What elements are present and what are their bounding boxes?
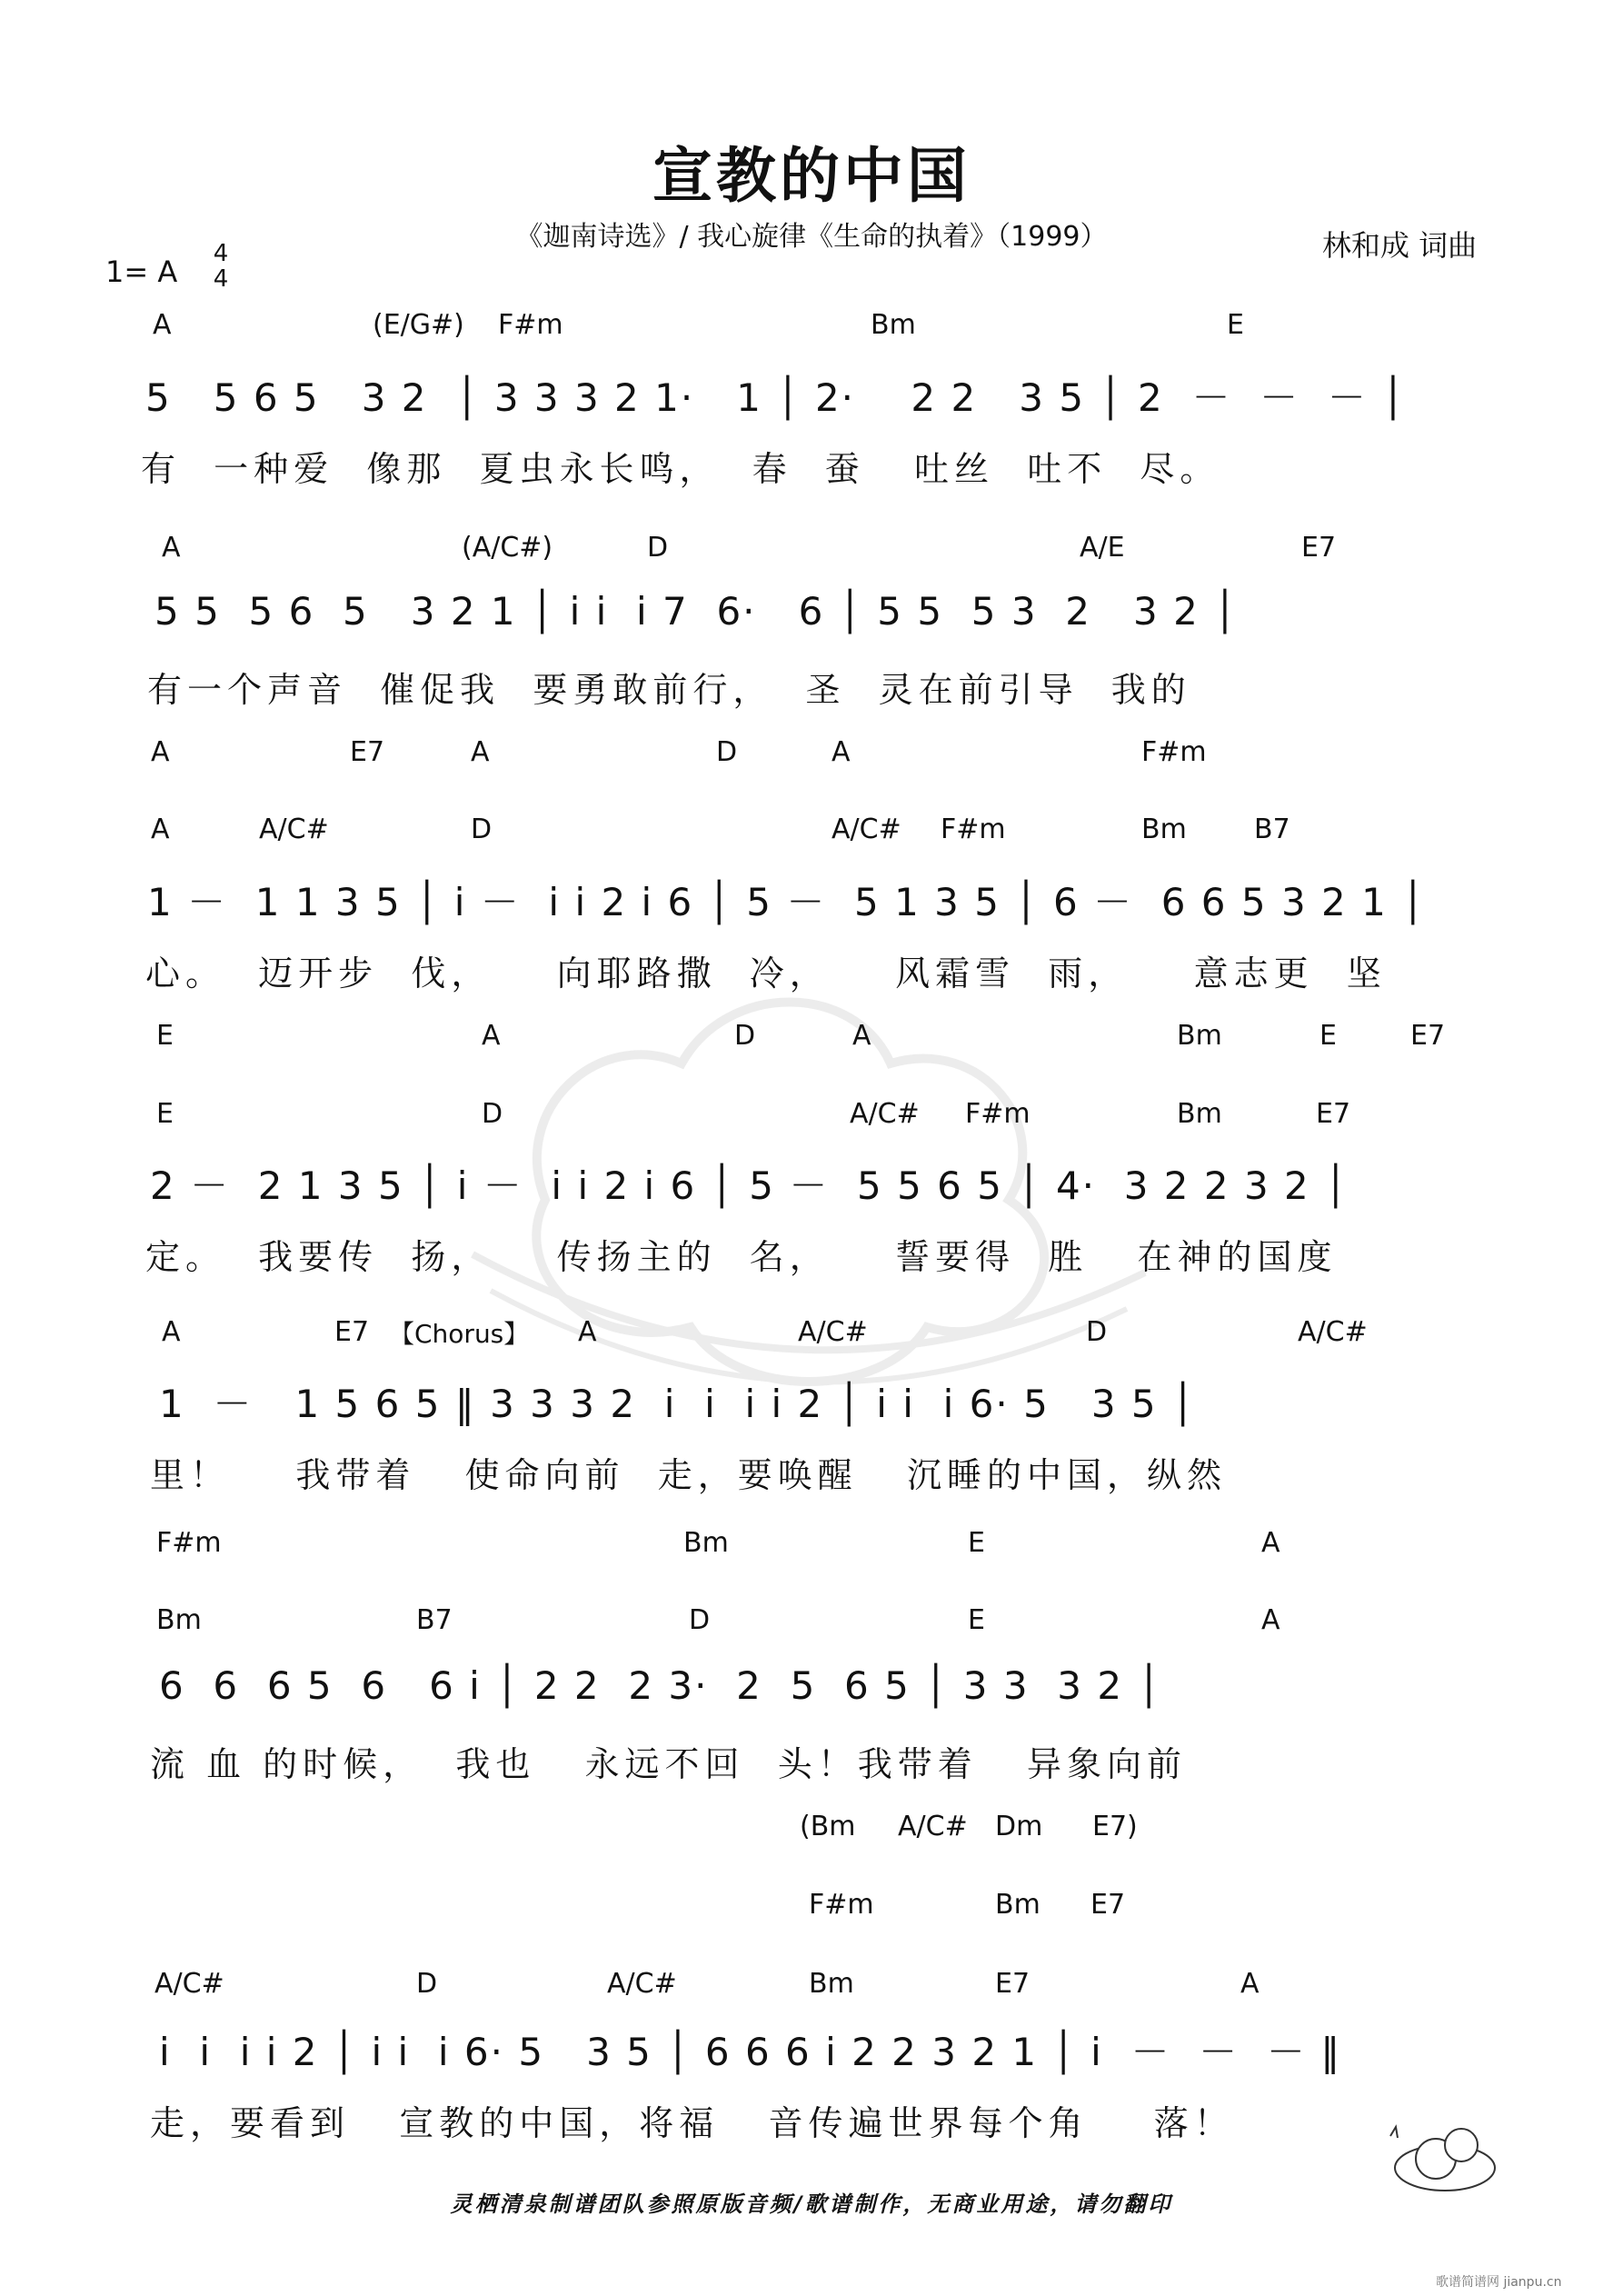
chord: Bm: [1141, 814, 1187, 845]
chord: E7: [1090, 1889, 1126, 1921]
copyright-footer: 灵栖清泉制谱团队参照原版音频/歌谱制作，无商业用途，请勿翻印: [450, 2191, 1173, 2217]
chord: E7): [1092, 1811, 1138, 1842]
notation-line: 5 5 6 5 3 2 │ 3 3 3 2 1· 1 │ 2· 2 2 3 5 │ 2 － － － │: [145, 375, 1407, 420]
chord: D: [647, 532, 669, 564]
chord: A: [151, 814, 170, 845]
chord: A/C#: [798, 1316, 868, 1348]
chord: Dm: [995, 1811, 1043, 1842]
notation-line: i i i i 2 │ i i i 6· 5 3 5 │ 6 6 6 i 2 2 3 2 1 │ i － － － ‖: [159, 2030, 1342, 2074]
chord: Bm: [156, 1604, 202, 1636]
chord: F#m: [156, 1527, 222, 1559]
chord: A/C#: [831, 814, 901, 845]
chord: A: [1261, 1604, 1280, 1636]
chord: A: [1240, 1968, 1260, 2000]
lyric-line: 走，要看到 宣教的中国，将福 音传遍世界每个角 落！: [150, 2103, 1234, 2143]
notation-line: 2 － 2 1 3 5 │ i － i i 2 i 6 │ 5 － 5 5 6 5 │ 4· 3 2 2 3 2 │: [150, 1163, 1349, 1208]
chorus-marker: 【Chorus】: [389, 1319, 530, 1349]
chord: A: [852, 1020, 871, 1052]
lyric-line: 有一个声音 催促我 要勇敢前行， 圣 灵在前引导 我的: [147, 670, 1191, 710]
chord: E: [156, 1098, 174, 1130]
chord: E7: [1316, 1098, 1351, 1130]
time-sig-bottom: 4: [213, 265, 229, 293]
chord: E7: [1301, 532, 1337, 564]
chord: (E/G#): [373, 309, 464, 341]
chord: D: [482, 1098, 503, 1130]
chord: E7: [334, 1316, 370, 1348]
chord: E7: [1410, 1020, 1446, 1052]
lyric-line: 流 血 的时候， 我也 永远不回 头！我带着 异象向前: [150, 1744, 1187, 1784]
chord: E7: [350, 736, 385, 768]
chord: F#m: [809, 1889, 874, 1921]
chord: D: [416, 1968, 438, 2000]
time-sig-top: 4: [213, 240, 229, 267]
notation-line: 1 － 1 5 6 5 ‖ 3 3 3 2 i i i i 2 │ i i i 6· 5 3 5 │: [159, 1382, 1197, 1426]
chord: (A/C#): [462, 532, 553, 564]
lyric-line: 有 一种爱 像那 夏虫永长鸣， 春 蚕 吐丝 吐不 尽。: [141, 449, 1220, 489]
chord: Bm: [1177, 1098, 1222, 1130]
lyric-line: 定。 我要传 扬， 传扬主的 名， 誓要得 胜 在神的国度: [145, 1237, 1338, 1277]
chord: A/C#: [1298, 1316, 1368, 1348]
chord: D: [689, 1604, 711, 1636]
notation-line: 6 6 6 5 6 6 i │ 2 2 2 3· 2 5 6 5 │ 3 3 3 2 │: [159, 1663, 1162, 1708]
lyric-line: 里！ 我带着 使命向前 走，要唤醒 沉睡的中国，纵然: [150, 1455, 1227, 1495]
chord: B7: [416, 1604, 453, 1636]
chord: D: [716, 736, 738, 768]
chord: Bm: [871, 309, 916, 341]
chord: E: [1227, 309, 1244, 341]
chord: D: [734, 1020, 756, 1052]
chord: D: [1086, 1316, 1108, 1348]
chord: A/C#: [607, 1968, 677, 2000]
notation-line: 1 － 1 1 3 5 │ i － i i 2 i 6 │ 5 － 5 1 3 5 │ 6 － 6 6 5 3 2 1 │: [147, 880, 1427, 924]
chord: A: [831, 736, 851, 768]
site-watermark: 歌谱简谱网 jianpu.cn: [1436, 2275, 1562, 2290]
chord: D: [471, 814, 493, 845]
chord: F#m: [1141, 736, 1207, 768]
chord: A: [153, 309, 172, 341]
chord: F#m: [941, 814, 1006, 845]
chord: E: [968, 1527, 985, 1559]
chord: A: [162, 1316, 181, 1348]
chord: A: [482, 1020, 501, 1052]
chord: A: [162, 532, 181, 564]
chord: E: [156, 1020, 174, 1052]
chord: E: [968, 1604, 985, 1636]
song-subtitle: 《迦南诗选》/ 我心旋律《生命的执着》（1999）: [515, 221, 1108, 253]
chord: Bm: [1177, 1020, 1222, 1052]
key-signature: 1= A: [105, 255, 178, 289]
lyric-line: 心。 迈开步 伐， 向耶路撒 冷， 风霜雪 雨， 意志更 坚: [145, 953, 1387, 993]
notation-line: 5 5 5 6 5 3 2 1 │ i i i 7 6· 6 │ 5 5 5 3 2 3 2 │: [154, 589, 1239, 634]
chord: A: [578, 1316, 597, 1348]
song-title: 宣教的中国: [652, 141, 971, 211]
chord: F#m: [965, 1098, 1031, 1130]
chord: Bm: [995, 1889, 1041, 1921]
chord: Bm: [683, 1527, 729, 1559]
chord: A/C#: [259, 814, 329, 845]
chord: A/C#: [154, 1968, 224, 2000]
chord: A: [1261, 1527, 1280, 1559]
chord: Bm: [809, 1968, 854, 2000]
chord: A: [151, 736, 170, 768]
chord: A/C#: [898, 1811, 968, 1842]
chord: B7: [1254, 814, 1290, 845]
chord: A/C#: [850, 1098, 920, 1130]
composer-credit: 林和成 词曲: [1322, 228, 1478, 263]
chord: A/E: [1080, 532, 1125, 564]
time-signature: [211, 242, 231, 293]
chord: (Bm: [800, 1811, 856, 1842]
chord: F#m: [498, 309, 563, 341]
chord: E: [1319, 1020, 1337, 1052]
chord: E7: [995, 1968, 1031, 2000]
chord: A: [471, 736, 490, 768]
